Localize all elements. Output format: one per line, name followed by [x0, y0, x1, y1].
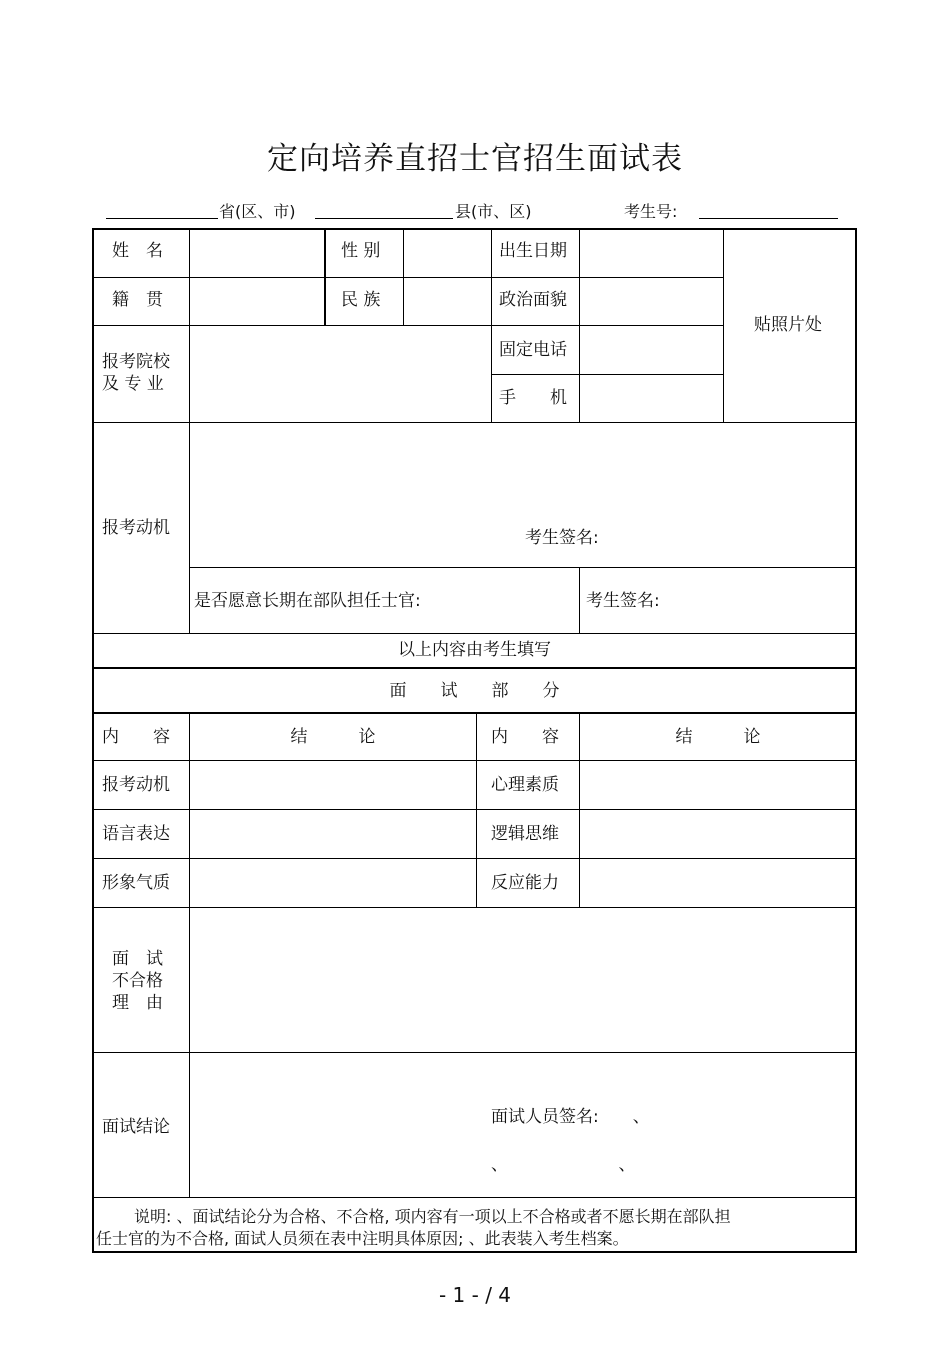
filled-by-note: 以上内容由考生填写	[398, 640, 551, 660]
form-title: 定向培养直招士官招生面试表	[267, 141, 683, 177]
fixed-phone-label: 固定电话	[499, 340, 567, 360]
divider	[189, 712, 190, 1198]
divider	[579, 567, 580, 634]
item-language: 语言表达	[102, 824, 170, 844]
divider	[93, 760, 856, 761]
item-appearance: 形象气质	[102, 873, 170, 893]
fail-reason-label-2: 不合格	[112, 971, 163, 991]
item-psychology: 心理素质	[491, 775, 559, 795]
name-label: 姓 名	[112, 241, 163, 261]
divider	[93, 712, 856, 714]
conclusion-label: 面试结论	[102, 1117, 170, 1137]
exam-no-blank[interactable]	[699, 218, 838, 219]
province-blank[interactable]	[106, 218, 218, 219]
notes-line-1: 说明: 、面试结论分为合格、不合格, 项内容有一项以上不合格或者不愿长期在部队担	[134, 1207, 731, 1226]
divider	[93, 277, 724, 278]
school-major-label-1: 报考院校	[102, 352, 170, 372]
fail-reason-label-1: 面 试	[112, 949, 163, 969]
applicant-signature-label-2: 考生签名:	[586, 591, 660, 611]
applicant-signature-label: 考生签名:	[525, 528, 599, 548]
divider	[93, 809, 856, 810]
native-place-label: 籍 贯	[112, 290, 163, 310]
divider	[189, 229, 190, 634]
divider	[93, 858, 856, 859]
divider	[403, 229, 404, 326]
county-blank[interactable]	[315, 218, 453, 219]
notes-line-2: 任士官的为不合格, 面试人员须在表中注明具体原因; 、此表装入考生档案。	[96, 1229, 629, 1248]
item-logic: 逻辑思维	[491, 824, 559, 844]
item-motivation: 报考动机	[102, 775, 170, 795]
interview-section-title: 面 试 部 分	[389, 681, 560, 701]
motivation-label: 报考动机	[102, 518, 170, 538]
content-header-left: 内 容	[102, 727, 170, 747]
divider	[189, 567, 856, 568]
divider	[491, 229, 492, 423]
interviewer-signature-separators: 、 、	[491, 1155, 636, 1175]
mobile-label: 手 机	[499, 388, 567, 408]
divider	[93, 667, 856, 669]
school-major-label-2: 及 专 业	[102, 374, 164, 394]
interviewer-signature-label: 面试人员签名: 、	[491, 1107, 650, 1127]
birth-date-label: 出生日期	[499, 241, 567, 261]
political-status-label: 政治面貌	[499, 290, 567, 310]
conclusion-header-right: 结 论	[675, 727, 761, 747]
divider	[93, 907, 856, 908]
content-header-right: 内 容	[491, 727, 559, 747]
divider	[476, 712, 477, 908]
exam-no-label: 考生号:	[624, 202, 678, 221]
photo-placeholder: 贴照片处	[754, 315, 822, 335]
divider	[579, 229, 580, 423]
divider	[93, 1197, 856, 1198]
divider	[324, 229, 326, 326]
gender-label: 性 别	[341, 241, 381, 261]
divider	[723, 229, 724, 423]
item-reaction: 反应能力	[491, 873, 559, 893]
divider	[93, 325, 724, 326]
county-label: 县(市、区)	[455, 202, 532, 221]
province-label: 省(区、市)	[219, 202, 296, 221]
fail-reason-label-3: 理 由	[112, 993, 163, 1013]
conclusion-header-left: 结 论	[290, 727, 376, 747]
page-number: - 1 - / 4	[438, 1283, 512, 1307]
ethnicity-label: 民 族	[341, 290, 381, 310]
divider	[93, 422, 856, 423]
long-term-service-label: 是否愿意长期在部队担任士官:	[194, 591, 421, 611]
divider	[491, 374, 724, 375]
divider	[93, 1052, 856, 1053]
divider	[93, 633, 856, 634]
